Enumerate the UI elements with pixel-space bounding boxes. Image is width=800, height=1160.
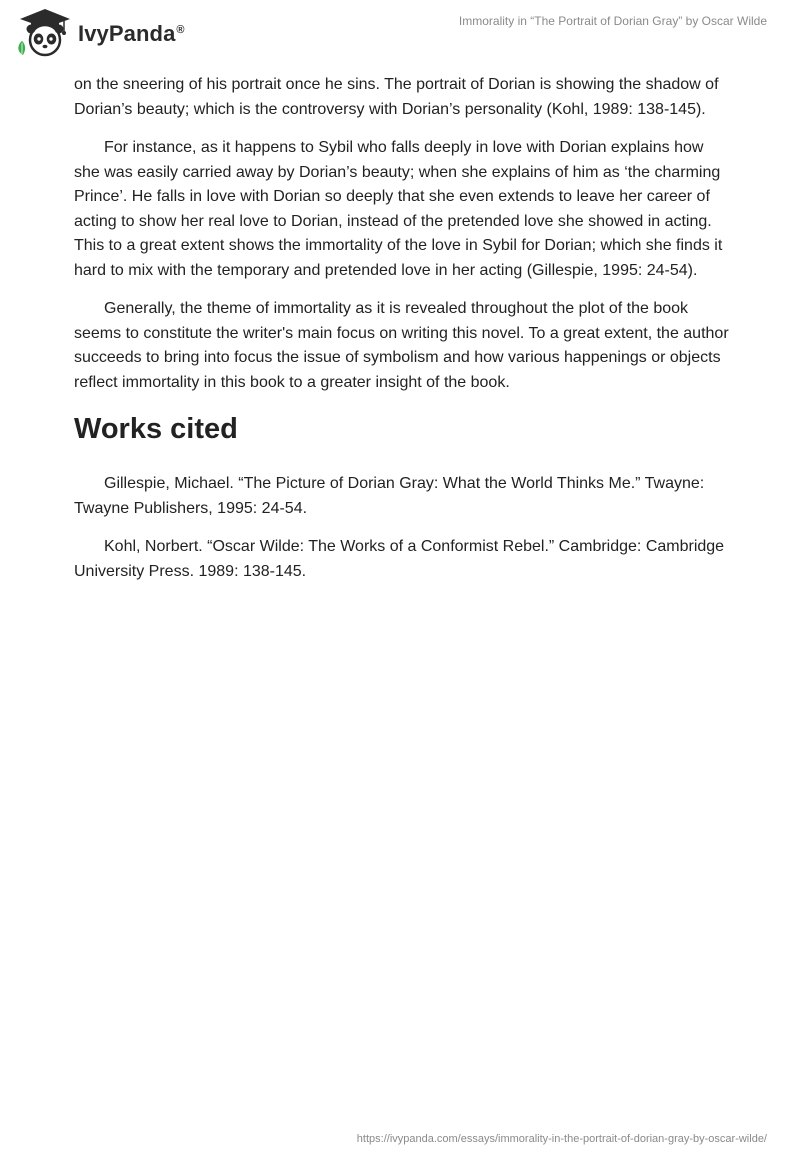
document-title: Immorality in “The Portrait of Dorian Gray” by Oscar Wilde [458,14,767,28]
works-cited-heading: Works cited [74,413,238,445]
citation-1: Gillespie, Michael. “The Picture of Dorian Gray: What the World Thinks Me.” Twayne: Twayne Publishers, 1995: 24-54. [74,475,705,517]
panda-graduate-icon [14,8,76,58]
body-paragraph-3: Generally, the theme of immortality as it is revealed throughout the plot of the book seems to constitute the writer's main focus on writing this novel. To a great extent, the author succeeds to bring into focus the issue of symbolism and how various happenings or objects reflect immortality in this book to a greater insight of the book. [74,300,729,391]
citation-2: Kohl, Norbert. “Oscar Wilde: The Works of a Conformist Rebel.” Cambridge: Cambridge University Press. 1989: 138-145. [74,538,725,580]
body-paragraph-1: on the sneering of his portrait once he sins. The portrait of Dorian is showing the shadow of Dorian’s beauty; which is the controversy with Dorian’s personality (Kohl, 1989: 138-145). [74,76,719,118]
footer-url[interactable]: https://ivypanda.com/essays/immorality-in-the-portrait-of-dorian-gray-by-oscar-wilde/ [356,1133,767,1145]
page-header [0,0,800,62]
ivypanda-logo[interactable] [14,8,185,58]
essay-content [74,73,730,598]
logo-wordmark: IvyPanda® [78,21,185,46]
body-paragraph-2: For instance, as it happens to Sybil who falls deeply in love with Dorian explains how she was easily carried away by Dorian’s beauty; when she explains of him as ‘the charming Prince’. He falls in love with Dorian so deeply that she even extends to leave her career of acting to show her real love to Dorian, instead of the pretended love she showed in acting. This to a great extent shows the immortality of the love in Sybil for Dorian; which she finds it hard to mix with the temporary and pretended love in her acting (Gillespie, 1995: 24-54). [74,139,723,279]
